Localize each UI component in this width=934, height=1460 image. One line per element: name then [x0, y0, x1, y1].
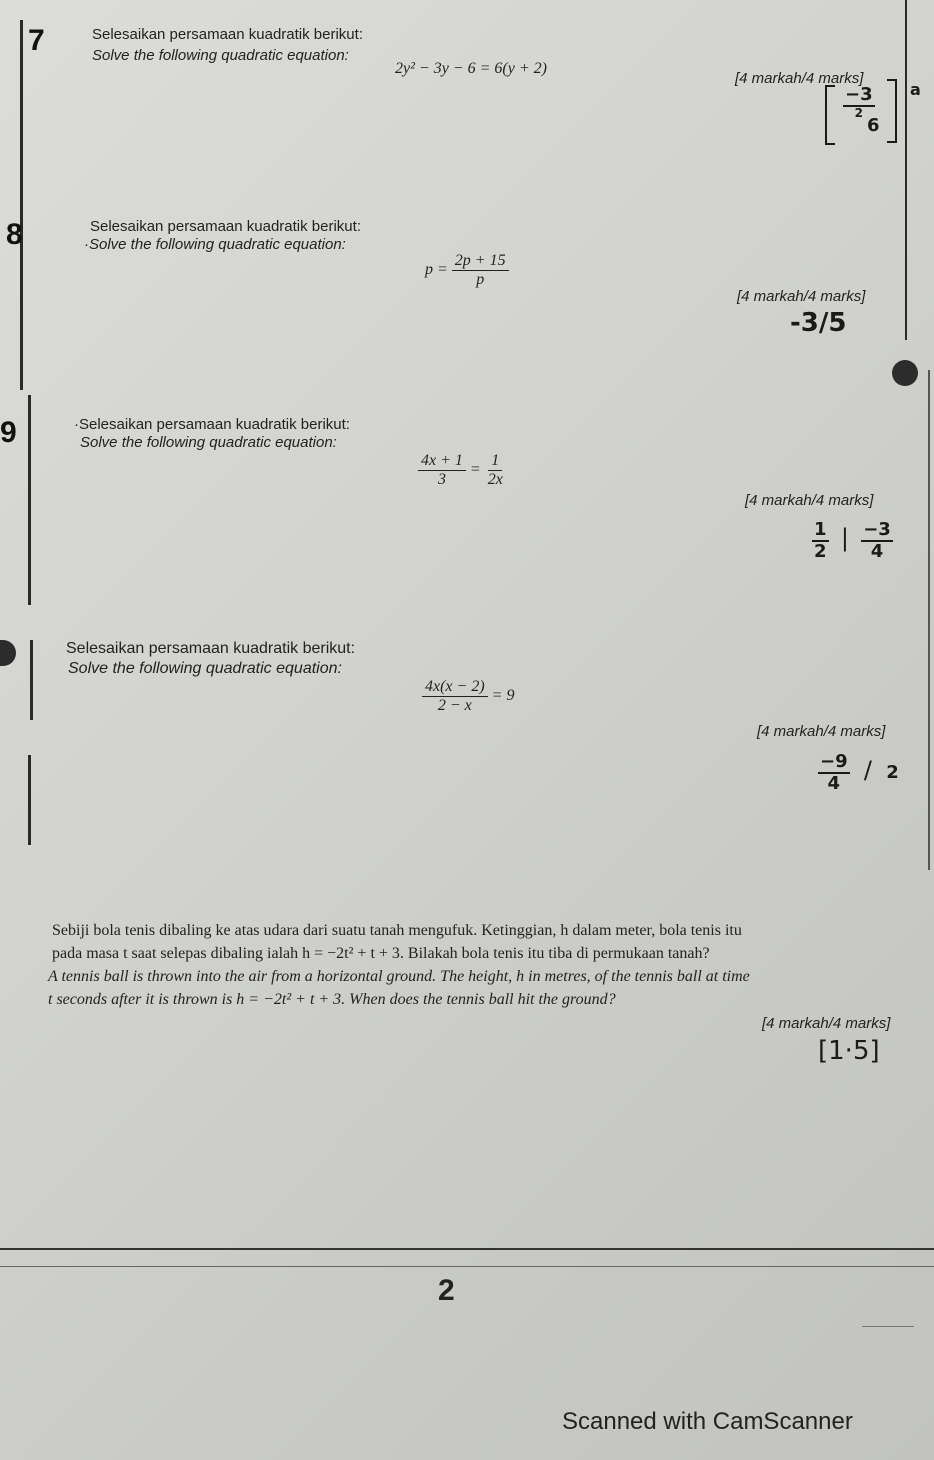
page-number: 2: [438, 1274, 455, 1307]
question-number-7: 7: [28, 24, 45, 57]
q9-instruction-ms: ·Selesaikan persamaan kuadratik berikut:: [74, 416, 350, 433]
binder-hole: [0, 640, 16, 666]
q8-marks: [4 markah/4 marks]: [737, 288, 866, 305]
q11-text-en-1: A tennis ball is thrown into the air from a horizontal ground. The height, h in metres, of the tennis ball at time: [48, 968, 750, 985]
page-bottom-line: [0, 1248, 934, 1250]
q8-denominator: p: [476, 271, 485, 288]
q8-instruction-ms: Selesaikan persamaan kuadratik berikut:: [90, 218, 361, 235]
q11-text-ms-2: pada masa t saat selepas dibaling ialah h = −2t² + t + 3. Bilakah bola tenis itu tiba di permukaan tanah?: [52, 945, 710, 962]
page-divider: [0, 1266, 934, 1267]
q9-equation: $\frac{4x + 1}{3}$ = $\frac{1}{2x}$: [418, 452, 506, 489]
q9-right-numerator: 1: [488, 452, 502, 471]
q11-text-en-2: t seconds after it is thrown is h = −2t² + t + 3. When does the tennis ball hit the ground?: [48, 991, 616, 1008]
q10-marks: [4 markah/4 marks]: [757, 723, 886, 740]
q8-instruction-en: ·Solve the following quadratic equation:: [84, 236, 346, 253]
q9-left-numerator: 4x + 1: [418, 452, 466, 471]
q7-margin-mark: a: [910, 80, 921, 99]
margin-line: [28, 395, 31, 605]
q11-text-ms-1: Sebiji bola tenis dibaling ke atas udara dari suatu tanah mengufuk. Ketinggian, h dalam meter, bola tenis itu: [52, 922, 742, 939]
q9-instruction-en: Solve the following quadratic equation:: [80, 434, 337, 451]
q7-answer-second: 6: [867, 115, 880, 136]
page-divider: [862, 1326, 914, 1327]
binder-hole: [892, 360, 918, 386]
q7-instruction-ms: Selesaikan persamaan kuadratik berikut:: [92, 26, 363, 43]
q10-instruction-en: Solve the following quadratic equation:: [68, 660, 342, 677]
q7-marks: [4 markah/4 marks]: [735, 70, 864, 87]
q10-equation: $\frac{4x(x - 2)}{2 - x}$ = 9: [422, 678, 514, 715]
q9-left-denominator: 3: [437, 471, 446, 488]
q8-numerator: 2p + 15: [452, 252, 509, 271]
q7-answer-num: −3: [845, 84, 873, 105]
q9-right-denominator: 2x: [487, 471, 503, 488]
scanner-watermark: Scanned with CamScanner: [562, 1408, 853, 1435]
q9-answer: $\frac{1}{2}$ | $\frac{-3}{4}$: [814, 519, 891, 562]
margin-line: [905, 0, 907, 340]
q10-instruction-ms: Selesaikan persamaan kuadratik berikut:: [66, 640, 356, 657]
q8-equation: p = $\frac{2p + 15}{p}$: [425, 252, 509, 289]
q10-answer: $\frac{-9}{4}$ / 2: [820, 751, 899, 794]
q8-answer: -3/5: [790, 308, 847, 338]
question-number-8: 8: [6, 218, 23, 251]
q11-answer: [1·5]: [818, 1036, 880, 1066]
margin-line: [20, 20, 23, 390]
margin-line: [928, 370, 930, 870]
q10-numerator: 4x(x − 2): [422, 678, 488, 697]
margin-line: [28, 755, 31, 845]
question-number-9: 9: [0, 416, 17, 449]
q7-instruction-en: Solve the following quadratic equation:: [92, 47, 349, 64]
q9-marks: [4 markah/4 marks]: [745, 492, 874, 509]
q7-answer-den: 2: [854, 106, 863, 120]
margin-line: [30, 640, 33, 720]
q11-marks: [4 markah/4 marks]: [762, 1015, 891, 1032]
q7-equation: 2y² − 3y − 6 = 6(y + 2): [395, 60, 547, 77]
q10-denominator: 2 − x: [437, 697, 472, 714]
